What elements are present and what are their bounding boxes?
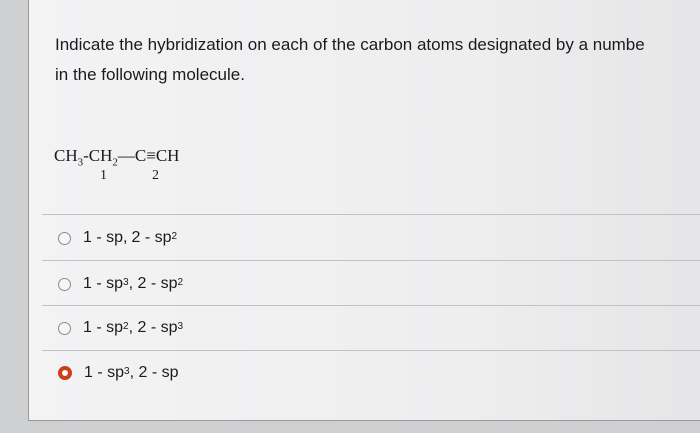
carbon-label-2: 2: [152, 168, 159, 183]
question-line-1: Indicate the hybridization on each of the carbon atoms designated by a numbe: [55, 35, 645, 54]
radio-button-option-4-selected[interactable]: [58, 366, 72, 380]
single-bond-2: —: [117, 146, 135, 165]
answer-option-3[interactable]: [58, 313, 183, 343]
option-3-sup-2: 3: [177, 320, 184, 332]
group-ch3: CH: [54, 146, 78, 165]
answer-option-2[interactable]: [58, 269, 183, 299]
divider: [42, 305, 700, 306]
answer-option-4[interactable]: [58, 358, 178, 388]
radio-button-option-1[interactable]: [58, 232, 71, 245]
molecule-formula: [54, 146, 179, 168]
option-2-part-2: , 2 - sp: [128, 275, 178, 292]
radio-button-option-3[interactable]: [58, 322, 71, 335]
option-2-part-1: 1 - sp: [83, 275, 124, 292]
divider: [42, 260, 700, 261]
option-2-sup-2: 2: [177, 276, 184, 288]
group-ch3-subscript: 3: [77, 156, 84, 169]
option-3-part-2: , 2 - sp: [128, 319, 178, 336]
question-line-2: in the following molecule.: [55, 65, 245, 84]
single-bond-1: -: [83, 146, 89, 165]
group-ch2: CH: [88, 146, 113, 165]
option-4-part-1: 1 - sp: [84, 364, 125, 381]
option-3-part-1: 1 - sp: [83, 319, 124, 336]
radio-button-option-2[interactable]: [58, 278, 71, 291]
option-4-sup-1: 3: [124, 365, 130, 377]
option-3-sup-1: 2: [123, 320, 129, 332]
option-1-part-2: 2 - sp: [131, 229, 172, 246]
carbon-label-1: 1: [100, 168, 107, 183]
option-1-part-1: 1 - sp,: [83, 229, 128, 246]
question-text: [55, 30, 700, 90]
option-1-sup-2: 2: [171, 230, 178, 242]
divider: [42, 350, 700, 351]
divider: [42, 214, 700, 215]
option-4-part-2: , 2 - sp: [129, 364, 179, 381]
answer-option-1[interactable]: [58, 223, 177, 253]
group-alkyne: C≡CH: [134, 146, 180, 165]
group-ch2-subscript: 2: [112, 156, 118, 169]
option-2-sup-1: 3: [123, 276, 129, 288]
